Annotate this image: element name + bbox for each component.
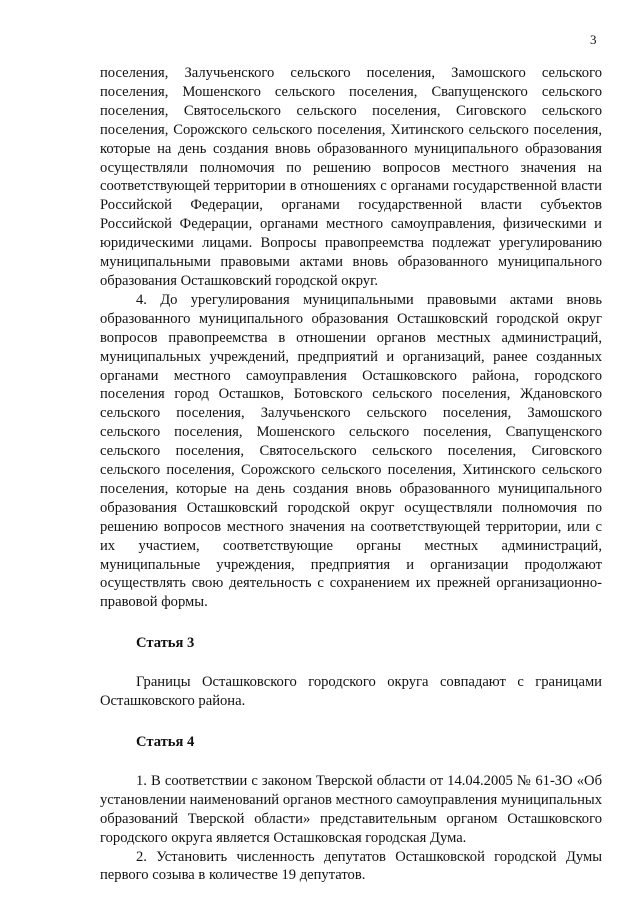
article-4-item-1: 1. В соответствии с законом Тверской области от 14.04.2005 № 61-ЗО «Об установлении наименований органов местного самоуправления муниципальных образований Тверской области» представительным органом Осташковского городского округа является Осташковская городская Дума. bbox=[100, 772, 602, 846]
paragraph-continuation: поселения, Залучьенского сельского поселения, Замошского сельского поселения, Мошенского сельского поселения, Свапущенского сельского поселения, Святосельского сельского поселения, Сиговского сельского поселения, Сорожского сельского поселения, Хитинского сельского поселения, которые на день создания вновь образованного муниципального образования осуществляли полномочия по решению вопросов местного значения на соответствующей территории в отношениях с органами государственной власти Российской Федерации, органами государственной власти субъектов Российской Федерации, органами местного самоуправления, физическими и юридическими лицами. Вопросы правопреемства подлежат урегулированию муниципальными правовыми актами вновь образованного муниципального образования Осташковский городской округ. bbox=[100, 65, 602, 289]
article-4-heading: Статья 4 bbox=[136, 734, 195, 750]
document-body bbox=[100, 64, 602, 885]
paragraph-item-4: 4. До урегулирования муниципальными правовыми актами вновь образованного муниципального образования Осташковский городской округ вопросов правопреемства в отношении органов местных администраций, муниципальных учреждений, предприятий и организаций, ранее созданных органами местного самоуправления Осташковского района, городского поселения город Осташков, Ботовского сельского поселения, Ждановского сельского поселения, Залучьенского сельского поселения, Замошского сельского поселения, Мошенского сельского поселения, Свапущенского сельского поселения, Святосельского сельского поселения, Сиговского сельского поселения, Сорожского сельского поселения, Хитинского сельского поселения, которые на день создания вновь образованного муниципального образования Осташковский городской округ осуществляли полномочия по решению вопросов местного значения на соответствующей территории, или с их участием, соответствующие органы местных администраций, муниципальные учреждения, предприятия и организации продолжают осуществлять свою деятельность с сохранением их прежней организационно-правовой формы. bbox=[100, 291, 602, 611]
article-3-text: Границы Осташковского городского округа совпадают с границами Осташковского района. bbox=[100, 674, 602, 710]
page-number: 3 bbox=[590, 32, 597, 47]
article-4-item-2: 2. Установить численность депутатов Осташковской городской Думы первого созыва в количестве 19 депутатов. bbox=[100, 848, 602, 884]
article-3-heading: Статья 3 bbox=[136, 635, 195, 652]
